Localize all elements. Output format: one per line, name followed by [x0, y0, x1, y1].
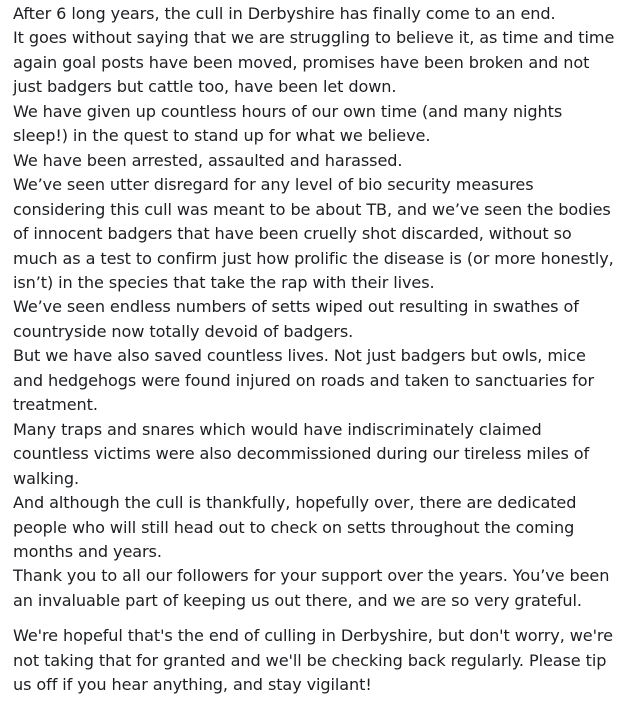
post-paragraph-10: Thank you to all our followers for your support over the years. You’ve been an invaluable part of keeping us out there, and we are so very grateful.	[13, 566, 610, 610]
post-paragraph-7: But we have also saved countless lives. Not just badgers but owls, mice and hedgehogs were found injured on roads and taken to sanctuaries for treatment.	[13, 346, 594, 415]
post-paragraph-1: After 6 long years, the cull in Derbyshire has finally come to an end.	[13, 4, 556, 23]
post-paragraph-11: We're hopeful that's the end of culling in Derbyshire, but don't worry, we're not taking that for granted and we'll be checking back regularly. Please tip us off if you hear anything, and stay vigilant!	[13, 626, 613, 695]
post-paragraph-5: We’ve seen utter disregard for any level of bio security measures considering this cull was meant to be about TB, and we’ve seen the bodies of innocent badgers that have been cruelly shot discarded, without so much as a test to confirm just how prolific the disease is (or more honestly, isn’t) in the species that take the rap with their lives.	[13, 175, 614, 292]
post-paragraph-3: We have given up countless hours of our own time (and many nights sleep!) in the quest to stand up for what we believe.	[13, 101, 563, 146]
post-body	[13, 2, 617, 698]
post-paragraph-2: It goes without saying that we are struggling to believe it, as time and time again goal posts have been moved, promises have been broken and not just badgers but cattle too, have been let down.	[13, 28, 615, 97]
post-paragraph-4: We have been arrested, assaulted and harassed.	[13, 150, 403, 170]
post-paragraph-6: We’ve seen endless numbers of setts wiped out resulting in swathes of countryside now totally devoid of badgers.	[13, 297, 579, 341]
post-paragraph-9: And although the cull is thankfully, hopefully over, there are dedicated people who will still head out to check on setts throughout the coming months and years.	[13, 493, 577, 561]
post-paragraph-8: Many traps and snares which would have indiscriminately claimed countless victims were also decommissioned during our tireless miles of walking.	[13, 419, 590, 488]
